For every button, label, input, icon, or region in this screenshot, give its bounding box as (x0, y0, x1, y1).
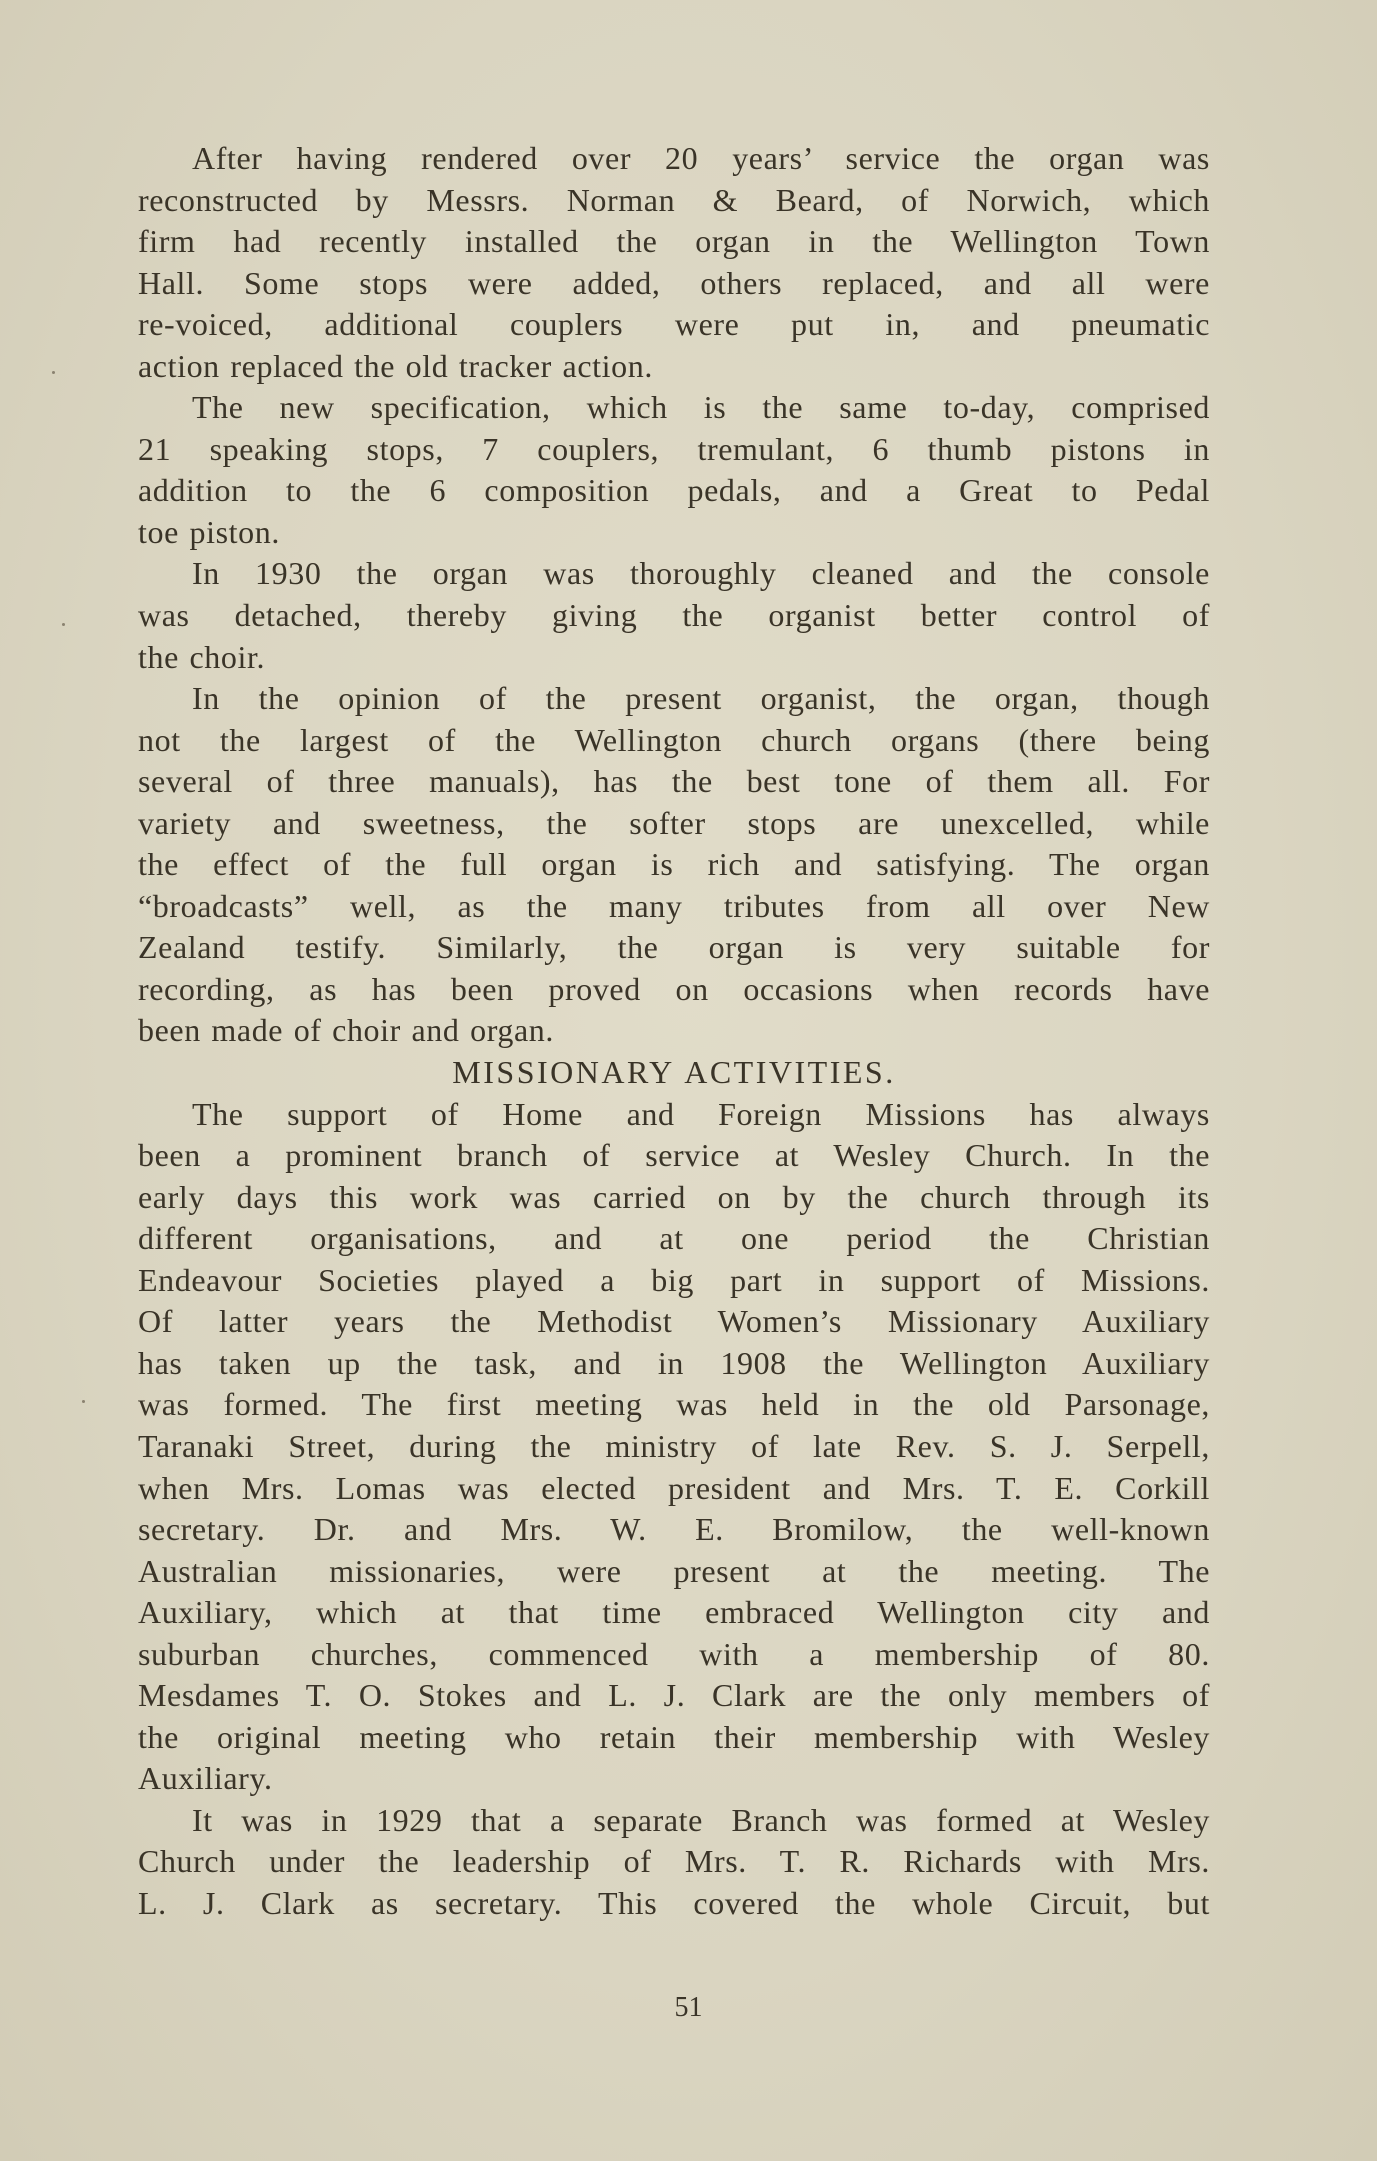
text-line: re-voiced, additional couplers were put in, and pneumatic (138, 306, 1210, 343)
text-line: when Mrs. Lomas was elected president and Mrs. T. E. Corkill (138, 1469, 1210, 1506)
text-line: early days this work was carried on by the church through its (138, 1178, 1210, 1215)
text-line: was detached, thereby giving the organist better control of (138, 597, 1210, 634)
text-line: Auxiliary. (138, 1760, 273, 1797)
text-line: The new specification, which is the same to-day, comprised (192, 389, 1210, 426)
text-line: “broadcasts” well, as the many tributes from all over New (138, 887, 1210, 924)
margin-speck (62, 623, 65, 626)
text-line: Hall. Some stops were added, others replaced, and all were (138, 264, 1210, 301)
text-line: Mesdames T. O. Stokes and L. J. Clark are the only members of (138, 1677, 1210, 1714)
text-line: suburban churches, commenced with a membership of 80. (138, 1635, 1210, 1672)
text-line: Endeavour Societies played a big part in support of Missions. (138, 1261, 1210, 1298)
text-line: toe piston. (138, 513, 280, 550)
margin-speck (82, 1400, 85, 1403)
section-heading: MISSIONARY ACTIVITIES. (452, 1054, 896, 1091)
text-line: the choir. (138, 638, 266, 675)
text-line: The support of Home and Foreign Missions has always (192, 1095, 1210, 1132)
text-line: the original meeting who retain their membership with Wesley (138, 1718, 1210, 1755)
text-line: Of latter years the Methodist Women’s Missionary Auxiliary (138, 1303, 1210, 1340)
page-number: 51 (674, 1992, 703, 2023)
margin-speck (52, 371, 55, 374)
text-line: been made of choir and organ. (138, 1012, 554, 1049)
text-line: not the largest of the Wellington church organs (there being (138, 721, 1210, 758)
text-line: Church under the leadership of Mrs. T. R. Richards with Mrs. (138, 1843, 1210, 1880)
text-line: variety and sweetness, the softer stops are unexcelled, while (138, 804, 1210, 841)
text-line: action replaced the old tracker action. (138, 347, 653, 384)
text-line: reconstructed by Messrs. Norman & Beard, of Norwich, which (138, 181, 1210, 218)
text-line: Auxiliary, which at that time embraced Wellington city and (138, 1594, 1210, 1631)
text-line: secretary. Dr. and Mrs. W. E. Bromilow, the well-known (138, 1511, 1210, 1548)
text-line: was formed. The first meeting was held in the old Parsonage, (138, 1386, 1210, 1423)
text-line: Zealand testify. Similarly, the organ is very suitable for (138, 929, 1210, 966)
text-line: 21 speaking stops, 7 couplers, tremulant, 6 thumb pistons in (138, 430, 1210, 467)
text-line: different organisations, and at one period the Christian (138, 1220, 1210, 1257)
text-line: addition to the 6 composition pedals, and a Great to Pedal (138, 472, 1210, 509)
text-line: has taken up the task, and in 1908 the Wellington Auxiliary (138, 1344, 1210, 1381)
body-text (138, 138, 1210, 1925)
text-line: Taranaki Street, during the ministry of late Rev. S. J. Serpell, (138, 1427, 1210, 1464)
text-line: been a prominent branch of service at Wesley Church. In the (138, 1137, 1210, 1174)
text-line: firm had recently installed the organ in the Wellington Town (138, 223, 1210, 260)
text-line: several of three manuals), has the best tone of them all. For (138, 763, 1210, 800)
text-line: After having rendered over 20 years’ service the organ was (192, 140, 1210, 176)
text-line: Australian missionaries, were present at the meeting. The (138, 1552, 1210, 1589)
text-line: It was in 1929 that a separate Branch was formed at Wesley (192, 1801, 1210, 1838)
text-line: In 1930 the organ was thoroughly cleaned and the console (192, 555, 1210, 592)
text-line: In the opinion of the present organist, the organ, though (192, 680, 1210, 717)
text-line: L. J. Clark as secretary. This covered the whole Circuit, but (138, 1884, 1210, 1921)
text-line: recording, as has been proved on occasions when records have (138, 970, 1210, 1007)
text-line: the effect of the full organ is rich and satisfying. The organ (138, 846, 1210, 883)
